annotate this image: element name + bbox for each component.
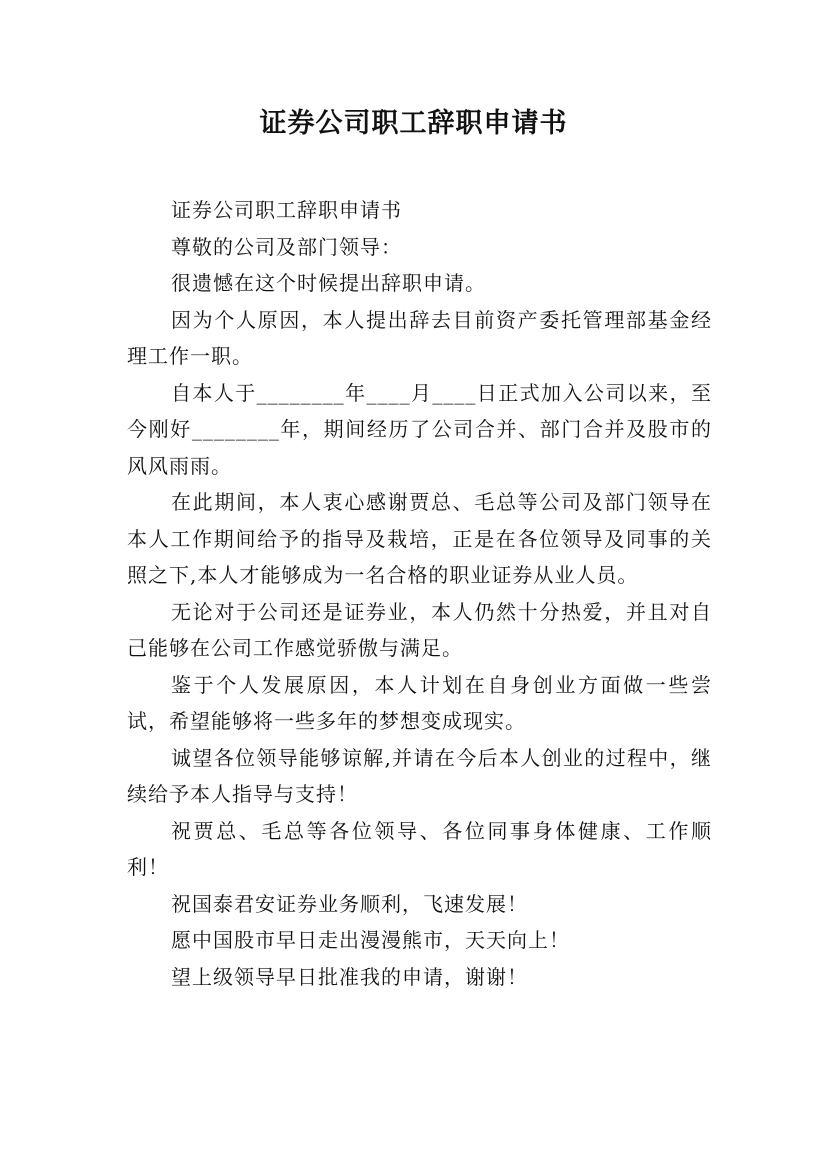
paragraph-request: 诚望各位领导能够谅解,并请在今后本人创业的过程中，继续给予本人指导与支持！ (127, 745, 712, 806)
paragraph-plan: 鉴于个人发展原因，本人计划在自身创业方面做一些尝试，希望能够将一些多年的梦想变成现实。 (127, 672, 712, 733)
paragraph-closing: 望上级领导早日批准我的申请，谢谢！ (171, 964, 528, 989)
paragraph-reason: 因为个人原因，本人提出辞去目前资产委托管理部基金经理工作一职。 (127, 307, 712, 368)
document-body (127, 192, 712, 995)
paragraph-salutation: 尊敬的公司及部门领导： (171, 234, 402, 259)
paragraph-thanks: 在此期间，本人衷心感谢贾总、毛总等公司及部门领导在本人工作期间给予的指导及栽培，正是在各位领导及同事的关照之下,本人才能够成为一名合格的职业证券从业人员。 (127, 490, 712, 587)
paragraph-wish-market: 愿中国股市早日走出漫漫熊市，天天向上！ (171, 928, 570, 952)
paragraph-tenure: 自本人于________年____月____日正式加入公司以来，至今刚好________年，期间经历了公司合并、部门合并及股市的风风雨雨。 (127, 380, 712, 478)
paragraph-wish-company: 祝国泰君安证券业务顺利，飞速发展！ (171, 891, 528, 916)
paragraph-wish-leaders: 祝贾总、毛总等各位领导、各位同事身体健康、工作顺利！ (127, 818, 712, 879)
paragraph-heading-repeat: 证券公司职工辞职申请书 (171, 198, 402, 222)
paragraph-regret: 很遗憾在这个时候提出辞职申请。 (171, 271, 486, 295)
document-title: 证券公司职工辞职申请书 (259, 108, 568, 139)
paragraph-passion: 无论对于公司还是证券业，本人仍然十分热爱，并且对自己能够在公司工作感觉骄傲与满足。 (127, 599, 712, 660)
